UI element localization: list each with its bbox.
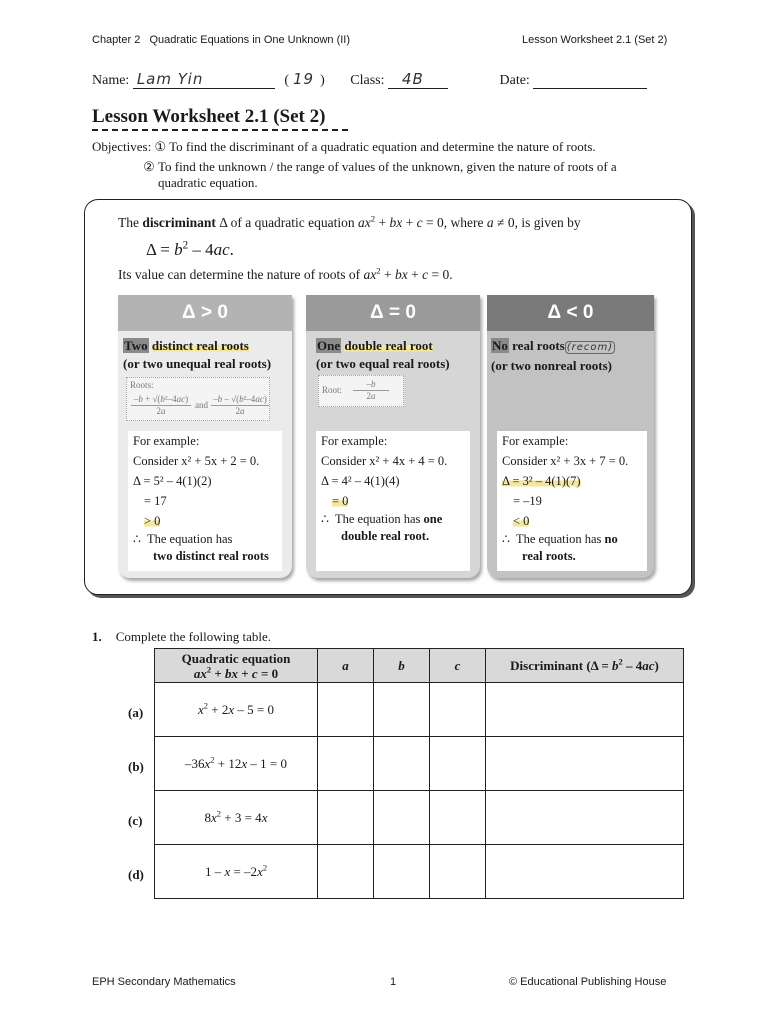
name-field[interactable]: Lam Yin <box>133 70 275 89</box>
answer-discriminant[interactable] <box>486 683 684 737</box>
equation-cell: $8x^2 + 3 = 4x$ <box>155 791 318 845</box>
equation-cell: $1 - x = -2x^2$ <box>155 845 318 899</box>
case-negative-discriminant: Δ < 0 No real roots (recom) (or two nonreal roots) For example: Consider x² + 3x + 7 = 0. Δ = 3² – 4(1)(7) = –19 < 0 ∴ The equation has no real roots. <box>487 295 654 578</box>
case-zero-discriminant: Δ = 0 One double real root (or two equal real roots) Root: –b 2a For example: Consider x² + 4x + 4 = 0. Δ = 4² – 4(1)(4) = 0 ∴ The equation has one double real root. <box>306 295 480 578</box>
title-underline <box>92 129 348 131</box>
page-number: 1 <box>390 976 397 988</box>
date-field[interactable] <box>533 70 647 89</box>
row-label: (a) <box>128 705 144 720</box>
answer-a[interactable] <box>318 683 374 737</box>
answer-c[interactable] <box>430 791 486 845</box>
footer-book: EPH Secondary Mathematics <box>92 976 236 988</box>
page-title: Lesson Worksheet 2.1 (Set 2) <box>92 106 326 127</box>
case-heading: Δ < 0 <box>487 295 654 331</box>
example-zero: For example: Consider x² + 4x + 4 = 0. Δ = 4² – 4(1)(4) = 0 ∴ The equation has one double real root. <box>316 431 470 571</box>
example-positive: For example: Consider x² + 5x + 2 = 0. Δ = 5² – 4(1)(2) = 17 > 0 ∴ The equation has two distinct real roots <box>128 431 282 571</box>
discriminant-formula: $\Delta = b^2 - 4ac$. <box>146 239 234 259</box>
equation-cell: $-36x^2 + 12x - 1 = 0$ <box>155 737 318 791</box>
answer-discriminant[interactable] <box>486 737 684 791</box>
coefficients-table <box>154 648 684 899</box>
example-negative: For example: Consider x² + 3x + 7 = 0. Δ = 3² – 4(1)(7) = –19 < 0 ∴ The equation has no real roots. <box>497 431 647 571</box>
table-row <box>155 791 684 845</box>
header-worksheet-id: Lesson Worksheet 2.1 (Set 2) <box>522 34 668 46</box>
answer-b[interactable] <box>374 791 430 845</box>
class-field[interactable]: 4B <box>388 70 448 89</box>
col-c: c <box>430 649 486 683</box>
nature-of-roots-sentence: Its value can determine the nature of roots of $ax^2$ + bx + c = 0. <box>118 265 453 282</box>
objectives: Objectives: ① To find the discriminant of a quadratic equation and determine the nature of roots. ② To find the unknown / the range of values of the unknown, given the nature of roots of a quadratic equation. <box>92 139 617 190</box>
class-number-field[interactable]: 19 <box>293 70 315 88</box>
col-discriminant: Discriminant $(\Delta = b^2 - 4ac)$ <box>486 649 684 683</box>
name-label: Name: <box>92 73 130 88</box>
footer-publisher: © Educational Publishing House <box>509 976 667 988</box>
roots-formula-box: Roots: –b + √(b²–4ac) 2a and –b – √(b²–4ac) 2a <box>126 377 270 421</box>
col-a: a <box>318 649 374 683</box>
answer-discriminant[interactable] <box>486 791 684 845</box>
discriminant-definition: The discriminant Δ of a quadratic equation $ax^2$ + bx + c = 0, where a ≠ 0, is given by <box>118 213 581 230</box>
case-heading: Δ > 0 <box>118 295 292 331</box>
answer-b[interactable] <box>374 845 430 899</box>
answer-c[interactable] <box>430 737 486 791</box>
row-label: (d) <box>128 867 144 882</box>
handwritten-note: (recom) <box>566 342 614 353</box>
answer-discriminant[interactable] <box>486 845 684 899</box>
table-header-row <box>155 649 684 683</box>
answer-c[interactable] <box>430 683 486 737</box>
table-row <box>155 737 684 791</box>
date-label: Date: <box>499 73 530 88</box>
answer-a[interactable] <box>318 737 374 791</box>
student-info-row: Name: Lam Yin ( 19 ) Class: 4B Date: <box>92 70 672 92</box>
root-formula-box: Root: –b 2a <box>318 375 404 407</box>
answer-a[interactable] <box>318 845 374 899</box>
case-heading: Δ = 0 <box>306 295 480 331</box>
equation-cell: $x^2 + 2x - 5 = 0$ <box>155 683 318 737</box>
answer-a[interactable] <box>318 791 374 845</box>
row-label: (b) <box>128 759 144 774</box>
answer-b[interactable] <box>374 737 430 791</box>
table-row <box>155 683 684 737</box>
col-b: b <box>374 649 430 683</box>
question-1: 1. Complete the following table. <box>92 629 271 644</box>
col-equation: Quadratic equation $ax^2$ + bx + c = 0 <box>155 649 318 683</box>
row-label: (c) <box>128 813 143 828</box>
answer-c[interactable] <box>430 845 486 899</box>
table-row <box>155 845 684 899</box>
header-chapter: Chapter 2 Quadratic Equations in One Unknown (II) <box>92 34 351 46</box>
answer-b[interactable] <box>374 683 430 737</box>
class-label: Class: <box>350 73 385 88</box>
case-positive-discriminant: Δ > 0 Two distinct real roots (or two unequal real roots) Roots: –b + √(b²–4ac) 2a and –b – √(b²–4ac) 2a For example: Consider x² + 5x + 2 = 0. Δ = 5² – 4(1)(2) = 17 > 0 ∴ The equation has two distinct real roots <box>118 295 292 578</box>
